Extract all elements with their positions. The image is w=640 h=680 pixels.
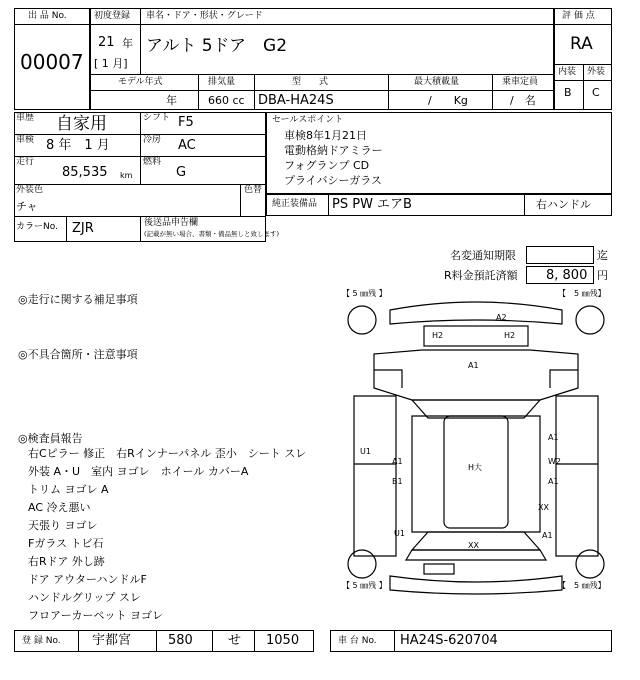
- tire-rear-left-depth: 【 5 ㎜残 】: [342, 581, 387, 590]
- cabin-outline: [412, 416, 540, 532]
- tire-front-right-depth: 【 5 ㎜残】: [558, 289, 606, 298]
- displacement-label: 排気量: [208, 77, 236, 87]
- ext-color-value: チャ: [16, 200, 38, 213]
- mark-left-door: B1: [392, 477, 403, 486]
- post-docs-note: (記載が無い場合、書類・備品無しと致します): [144, 230, 280, 238]
- name-change-label: 名変通知期限: [450, 249, 516, 262]
- left-side-panel: [354, 396, 396, 556]
- driving-remarks-label: ◎走行に関する補足事項: [18, 293, 138, 306]
- year-unit: 年: [122, 37, 133, 50]
- tire-rear-right: [576, 550, 604, 578]
- sales-point-2: 電動格納ドアミラー: [284, 144, 383, 157]
- front-bumper-shape: [390, 302, 562, 324]
- ext-color-label: 外装色: [16, 185, 44, 195]
- car-damage-diagram: [340, 288, 612, 598]
- car-name: アルト 5ドア G2: [146, 36, 288, 56]
- handle-position: 右ハンドル: [536, 198, 591, 211]
- interior-grade-label: 内装: [558, 67, 577, 77]
- mileage-value: 85,535: [62, 165, 108, 180]
- interior-grade: B: [564, 86, 572, 99]
- right-fender-arc: [550, 370, 578, 388]
- inspector-line: 右Cピラー 修正 右Rインナーパネル 歪小 シート スレ: [28, 447, 307, 460]
- tire-front-left-depth: 【 5 ㎜残 】: [342, 289, 387, 298]
- inspector-line: トリム ヨゴレ A: [28, 483, 109, 496]
- max-load-value: / Kg: [428, 94, 468, 107]
- mark-right-xx: XX: [538, 503, 549, 512]
- name-change-unit: 迄: [597, 249, 608, 262]
- mark-hood: A1: [468, 361, 479, 370]
- rear-bumper-shape: [390, 576, 562, 594]
- chassis-number: HA24S-620704: [400, 633, 498, 648]
- license-plate-shape: [424, 564, 454, 574]
- history-value: 自家用: [56, 114, 107, 134]
- inspection-label: 車検: [16, 135, 35, 145]
- max-load-label: 最大積載量: [414, 77, 460, 87]
- inspector-line: Fガラス トビ石: [28, 537, 104, 550]
- grade-value: RA: [570, 34, 593, 54]
- ac-label: 冷房: [143, 135, 162, 145]
- model-year-unit: 年: [166, 94, 177, 107]
- inspection-value: 8 年 1 月: [46, 138, 110, 153]
- inspector-line: ドア アウターハンドルF: [28, 573, 147, 586]
- registration-label: 登 録 No.: [22, 636, 61, 646]
- mark-left-u1-low: U1: [394, 529, 405, 538]
- mark-right-a1-mid: A1: [548, 477, 559, 486]
- inspector-line: フロアーカーペット ヨゴレ: [28, 609, 163, 622]
- inspector-line: AC 冷え悪い: [28, 501, 91, 514]
- registration-kana: せ: [228, 633, 242, 648]
- inspector-line: ハンドルグリップ スレ: [28, 591, 141, 604]
- registration-area: 宇都宮: [92, 633, 132, 648]
- first-registration-year: 21: [98, 35, 115, 50]
- shift-label: シフト: [143, 113, 171, 123]
- post-docs-label: 後送品申告欄: [144, 218, 199, 228]
- history-label: 車歴: [16, 113, 35, 123]
- mark-trunk: XX: [468, 541, 479, 550]
- recycle-label: R料金預託済額: [444, 269, 518, 282]
- roof-shape: [444, 416, 508, 528]
- inspector-line: 右Rドア 外し跡: [28, 555, 105, 568]
- capacity-label: 乗車定員: [502, 77, 539, 87]
- sales-point-4: プライバシーガラス: [284, 174, 382, 187]
- shift-value: F5: [178, 115, 194, 130]
- defects-label: ◎不具合箇所・注意事項: [18, 348, 138, 361]
- exterior-grade-label: 外装: [587, 67, 606, 77]
- inspector-line: 外装 A・U 室内 ヨゴレ ホイール カバーA: [28, 465, 249, 478]
- mark-left-u1: U1: [360, 447, 371, 456]
- chassis-label: 車 台 No.: [338, 636, 377, 646]
- left-fender-arc: [374, 370, 402, 388]
- capacity-value: / 名: [510, 94, 536, 107]
- fuel-label: 燃料: [143, 157, 162, 167]
- inspector-line: 天張り ヨゴレ: [28, 519, 98, 532]
- car-name-label: 車名・ドア・形状・グレード: [146, 11, 263, 21]
- trunk-shape: [406, 550, 546, 560]
- windshield-shape: [412, 400, 540, 418]
- right-side-panel: [556, 396, 598, 556]
- color-no-value: ZJR: [72, 221, 94, 236]
- registration-class: 580: [168, 633, 193, 648]
- equipment-label: 純正装備品: [272, 199, 318, 209]
- mark-left-fender: A1: [392, 457, 403, 466]
- hood-shape: [374, 350, 578, 400]
- ac-value: AC: [178, 138, 196, 153]
- displacement-value: 660 cc: [208, 94, 245, 107]
- mark-h2-right: H2: [504, 331, 516, 340]
- lot-number: 00007: [20, 50, 84, 74]
- car-outline-drawing: [340, 288, 612, 598]
- mileage-label: 走行: [16, 157, 35, 167]
- tire-front-left: [348, 306, 376, 334]
- mark-right-w2: W2: [548, 457, 561, 466]
- sales-point-3: フォグランプ CD: [284, 159, 370, 172]
- lot-number-label: 出 品 No.: [28, 11, 67, 21]
- type-value: DBA-HA24S: [258, 93, 334, 108]
- tire-rear-left: [348, 550, 376, 578]
- exterior-grade: C: [592, 86, 600, 99]
- color-no-label: カラーNo.: [16, 222, 58, 232]
- recycle-value: 8, 800: [546, 268, 588, 283]
- equipment-value: PS PW エアB: [332, 197, 412, 212]
- name-change-box: [526, 246, 594, 264]
- mark-h2-left: H2: [432, 331, 444, 340]
- grade-label: 評 価 点: [562, 11, 595, 21]
- sales-points-label: セールスポイント: [272, 115, 344, 125]
- model-year-label: モデル年式: [118, 77, 163, 87]
- sales-point-1: 車検8年1月21日: [284, 129, 367, 142]
- mark-right-a1-top: A1: [548, 433, 559, 442]
- tire-rear-right-depth: 【 5 ㎜残】: [558, 581, 606, 590]
- mark-front-bumper: A2: [496, 313, 507, 322]
- mark-right-a1-low: A1: [542, 531, 553, 540]
- registration-number: 1050: [266, 633, 300, 648]
- mileage-unit: km: [120, 171, 133, 180]
- inspector-report-label: ◎検査員報告: [18, 432, 83, 445]
- tire-front-right: [576, 306, 604, 334]
- fuel-value: G: [176, 165, 187, 180]
- first-registration-label: 初度登録: [94, 11, 131, 21]
- type-label: 型 式: [292, 77, 329, 87]
- first-registration-month: [ 1 月]: [94, 57, 128, 70]
- color-change-label: 色替: [244, 185, 263, 195]
- recycle-unit: 円: [597, 269, 608, 282]
- mark-roof: H大: [468, 463, 483, 472]
